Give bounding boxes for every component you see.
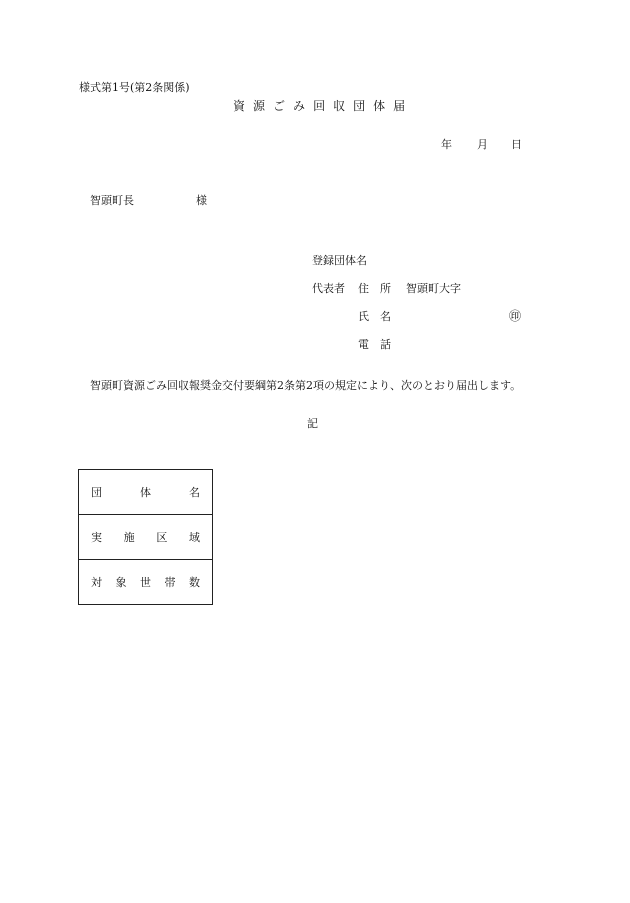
table-row <box>79 515 213 560</box>
phone-label <box>358 339 391 350</box>
cell-char: 帯 <box>164 576 176 589</box>
date-day-label: 日 <box>511 138 522 151</box>
table-row <box>79 560 213 605</box>
title-char: 源 <box>253 99 266 113</box>
title-char: 団 <box>353 99 366 113</box>
name-label-char: 氏 <box>358 310 369 323</box>
cell-char: 施 <box>123 531 135 544</box>
phone-label-char: 電 <box>358 338 369 351</box>
form-table <box>78 469 213 605</box>
title-char: 収 <box>333 99 346 113</box>
title-char: み <box>293 99 306 113</box>
table-row <box>79 470 213 515</box>
table-cell-area <box>79 515 213 560</box>
document-title <box>233 100 405 112</box>
table-cell-households <box>79 560 213 605</box>
form-number: 様式第1号(第2条関係) <box>79 81 190 94</box>
title-char: ご <box>273 99 286 113</box>
title-char: 体 <box>373 99 386 113</box>
name-label <box>358 311 391 322</box>
address-label <box>358 283 391 294</box>
address-label-char: 住 <box>358 282 369 295</box>
address-value: 智頭町大字 <box>406 282 461 295</box>
address-label-char: 所 <box>380 282 391 295</box>
cell-char: 域 <box>188 531 200 544</box>
seal-mark: ㊞ <box>509 309 522 323</box>
table-cell-group-name <box>79 470 213 515</box>
cell-char: 団 <box>91 486 102 499</box>
addressee-honorific: 様 <box>196 194 207 207</box>
cell-char: 世 <box>140 576 151 589</box>
title-char: 資 <box>233 99 246 113</box>
addressee-name: 智頭町長 <box>90 194 134 207</box>
cell-char: 対 <box>91 576 102 589</box>
title-char: 届 <box>393 99 406 113</box>
statement-text: 智頭町資源ごみ回収報奨金交付要綱第2条第2項の規定により、次のとおり届出します。 <box>90 379 522 392</box>
name-label-char: 名 <box>380 310 391 323</box>
cell-char: 名 <box>189 486 200 499</box>
title-char: 回 <box>313 99 326 113</box>
cell-char: 象 <box>115 576 127 589</box>
cell-char: 実 <box>91 531 102 544</box>
group-name-label: 登録団体名 <box>312 254 367 267</box>
date-year-label: 年 <box>441 138 452 151</box>
representative-label: 代表者 <box>312 282 345 295</box>
cell-char: 数 <box>189 576 200 589</box>
date-month-label: 月 <box>477 138 488 151</box>
cell-char: 体 <box>140 486 151 499</box>
ki-label: 記 <box>307 417 318 430</box>
cell-char: 区 <box>156 531 168 544</box>
phone-label-char: 話 <box>380 338 391 351</box>
